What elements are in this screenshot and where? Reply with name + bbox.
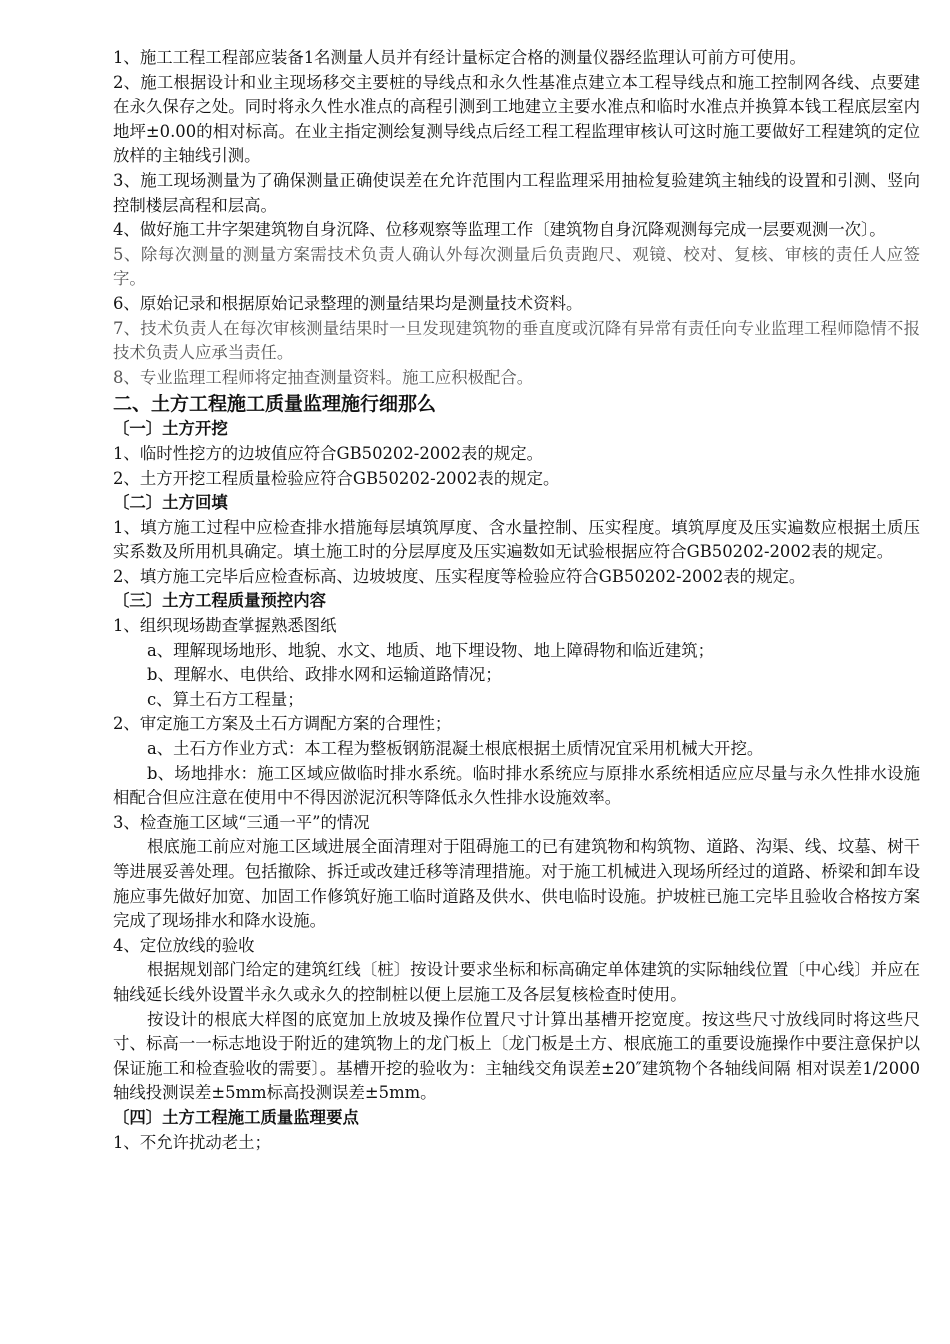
subsection-heading-supervision: 〔四〕土方工程施工质量监理要点 bbox=[113, 1107, 359, 1127]
list-item: 4、做好施工井字架建筑物自身沉降、位移观察等监理工作〔建筑物自身沉降观测每完成一层要观测一次〕。 bbox=[113, 220, 886, 240]
list-item: 8、专业监理工程师将定抽查测量资料。施工应积极配合。 bbox=[113, 367, 534, 387]
sub-item: b、理解水、电供给、政排水网和运输道路情况； bbox=[147, 665, 502, 685]
list-item: 7、技术负责人在每次审核测量结果时一旦发现建筑物的垂直度或沉降有异常有责任向专业监理工程师隐情不报技术负责人应承当责任。 bbox=[113, 318, 920, 363]
list-item: 4、定位放线的验收 bbox=[113, 935, 255, 955]
sub-item: a、土石方作业方式：本工程为整板钢筋混凝土根底根据土质情况宜采用机械大开挖。 bbox=[147, 739, 764, 759]
list-item: 2、审定施工方案及土石方调配方案的合理性； bbox=[113, 714, 452, 734]
sub-item: b、场地排水：施工区域应做临时排水系统。临时排水系统应与原排水系统相适应应尽量与永久性排水设施相配合但应注意在使用中不得因淤泥沉积等降低永久性排水设施效率。 bbox=[113, 763, 920, 808]
list-item: 2、土方开挖工程质量检验应符合GB50202-2002表的规定。 bbox=[113, 468, 560, 488]
paragraph: 根底施工前应对施工区域进展全面清理对于阻碍施工的已有建筑物和构筑物、道路、沟渠、线、坟墓、树干等进展妥善处理。包括撤除、拆迁或改建迁移等清理措施。对于施工机械进入现场所经过的道路、桥梁和卸车设施应事先做好加宽、加固工作修筑好施工临时道路及供水、供电临时设施。护坡桩已施工完毕且验收合格按方案完成了现场排水和降水设施。 bbox=[113, 837, 920, 931]
list-item: 1、不允许扰动老土； bbox=[113, 1132, 271, 1152]
list-item: 1、施工工程工程部应装备1名测量人员并有经计量标定合格的测量仪器经监理认可前方可使用。 bbox=[113, 48, 806, 67]
subsection-heading-backfill: 〔二〕土方回填 bbox=[113, 493, 228, 513]
list-item: 3、施工现场测量为了确保测量正确使误差在允许范围内工程监理采用抽检复验建筑主轴线的设置和引测、竖向控制楼层高程和层高。 bbox=[113, 170, 920, 215]
subsection-heading-precontrol: 〔三〕土方工程质量预控内容 bbox=[113, 591, 327, 611]
list-item: 1、临时性挖方的边坡值应符合GB50202-2002表的规定。 bbox=[113, 443, 543, 463]
subsection-heading-excavation: 〔一〕土方开挖 bbox=[113, 419, 228, 439]
list-item: 5、除每次测量的测量方案需技术负责人确认外每次测量后负责跑尺、观镜、校对、复核、审核的责任人应签字。 bbox=[113, 244, 920, 289]
sub-item: c、算土石方工程量； bbox=[147, 689, 304, 709]
list-item: 6、原始记录和根据原始记录整理的测量结果均是测量技术资料。 bbox=[113, 293, 583, 313]
list-item: 2、填方施工完毕后应检查标高、边坡坡度、压实程度等检验应符合GB50202-2002表的规定。 bbox=[113, 566, 806, 586]
paragraph: 根据规划部门给定的建筑红线〔桩〕按设计要求坐标和标高确定单体建筑的实际轴线位置〔中心线〕并应在轴线延长线外设置半永久或永久的控制桩以便上层施工及各层复核检查时使用。 bbox=[113, 960, 920, 1004]
survey-list bbox=[113, 46, 920, 390]
list-item: 1、填方施工过程中应检查排水措施每层填筑厚度、含水量控制、压实程度。填筑厚度及压实遍数应根据土质压实系数及所用机具确定。填土施工时的分层厚度及压实遍数如无试验根据应符合GB50202-2002表的规定。 bbox=[113, 517, 920, 562]
list-item: 1、组织现场勘查掌握熟悉图纸 bbox=[113, 616, 337, 636]
paragraph: 按设计的根底大样图的底宽加上放坡及操作位置尺寸计算出基槽开挖宽度。按这些尺寸放线同时将这些尺寸、标高一一标志地设于附近的建筑物上的龙门板上〔龙门板是土方、根底施工的重要设施操作中要注意保护以保证施工和检查验收的需要〕。基槽开挖的验收为：主轴线交角误差±20″建筑物个各轴线间隔 相对误差1/2000轴线投测误差±5mm标高投测误差±5mm。 bbox=[113, 1009, 920, 1103]
list-item: 3、检查施工区域“三通一平”的情况 bbox=[113, 812, 370, 832]
section-title: 二、土方工程施工质量监理施行细那么 bbox=[113, 393, 437, 416]
list-item: 2、施工根据设计和业主现场移交主要桩的导线点和永久性基准点建立本工程导线点和施工控制网各线、点要建在永久保存之处。同时将永久性水准点的高程引测到工地建立主要水准点和临时水准点并换算本钱工程底层室内地坪±0.00的相对标高。在业主指定测绘复测导线点后经工程工程监理审核认可这时施工要做好工程建筑的定位放样的主轴线引测。 bbox=[113, 72, 920, 166]
sub-item: a、理解现场地形、地貌、水文、地质、地下埋设物、地上障碍物和临近建筑； bbox=[147, 640, 715, 660]
